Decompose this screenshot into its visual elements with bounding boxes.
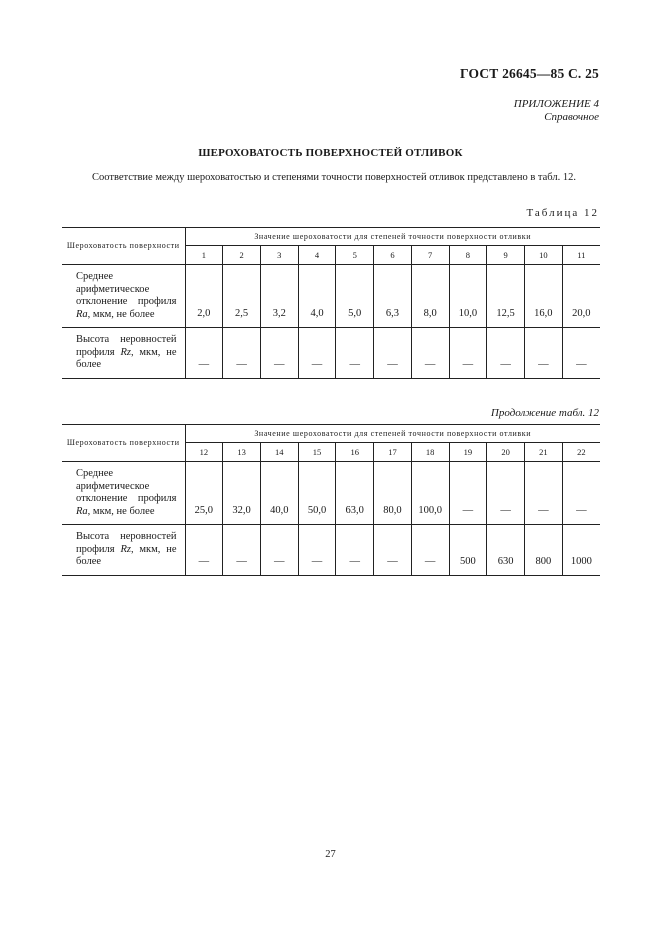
grade-header: 6 [374, 246, 412, 265]
grade-header: 4 [298, 246, 336, 265]
appendix-block [514, 98, 599, 124]
table-cell: — [411, 328, 449, 379]
table-cell: — [562, 328, 600, 379]
span-header: Значение шероховатости для степеней точности поверхности отливки [185, 228, 600, 246]
row-header: Шероховатость поверхности [62, 425, 185, 462]
table-cell: — [449, 328, 487, 379]
table-cell: 40,0 [260, 462, 298, 525]
table-cell: 500 [449, 525, 487, 576]
table-cell: — [260, 525, 298, 576]
table-cell: 25,0 [185, 462, 223, 525]
table-cell: — [374, 328, 412, 379]
table-cell: 100,0 [411, 462, 449, 525]
grade-header: 2 [223, 246, 261, 265]
grade-header: 5 [336, 246, 374, 265]
table-row [62, 265, 600, 328]
table-cell: — [298, 525, 336, 576]
table-cell: 10,0 [449, 265, 487, 328]
grade-header: 20 [487, 443, 525, 462]
table-row [62, 328, 600, 379]
span-header: Значение шероховатости для степеней точности поверхности отливки [185, 425, 600, 443]
table-cell: — [260, 328, 298, 379]
table-cell: 3,2 [260, 265, 298, 328]
roughness-table-continued [62, 424, 600, 576]
table-cell: — [336, 328, 374, 379]
table-cell: 2,5 [223, 265, 261, 328]
table-cell: — [223, 328, 261, 379]
table-cell: 4,0 [298, 265, 336, 328]
table-row [62, 462, 600, 525]
grade-header: 7 [411, 246, 449, 265]
grade-header: 11 [562, 246, 600, 265]
table-cell: — [487, 328, 525, 379]
table-cell: — [223, 525, 261, 576]
table-cell: — [298, 328, 336, 379]
table-cell: 2,0 [185, 265, 223, 328]
grade-header: 16 [336, 443, 374, 462]
table-cell: — [185, 525, 223, 576]
section-title: ШЕРОХОВАТОСТЬ ПОВЕРХНОСТЕЙ ОТЛИВОК [198, 147, 463, 159]
table-cell: 50,0 [298, 462, 336, 525]
row-label: Среднее арифметическое отклонение профиля Ra, мкм, не более [62, 462, 185, 525]
grade-header: 21 [524, 443, 562, 462]
table-cell: 630 [487, 525, 525, 576]
continuation-label: Продолжение табл. 12 [490, 407, 599, 419]
table-cell: 1000 [562, 525, 600, 576]
table-cell: 5,0 [336, 265, 374, 328]
page-number: 27 [325, 849, 336, 860]
grade-header: 19 [449, 443, 487, 462]
table-cell: — [487, 462, 525, 525]
grade-header: 3 [260, 246, 298, 265]
grade-header: 8 [449, 246, 487, 265]
grade-header: 12 [185, 443, 223, 462]
grade-header: 14 [260, 443, 298, 462]
grade-header: 13 [223, 443, 261, 462]
grade-header: 9 [487, 246, 525, 265]
table-cell: 6,3 [374, 265, 412, 328]
grade-header: 15 [298, 443, 336, 462]
row-label: Высота неровностей профиля Rz, мкм, не более [62, 525, 185, 576]
row-label: Высота неровностей профиля Rz, мкм, не более [62, 328, 185, 379]
intro-paragraph: Соответствие между шероховатостью и степенями точности поверхностей отливок представлено в табл. 12. [92, 172, 576, 183]
table-cell: — [336, 525, 374, 576]
table-cell: 32,0 [223, 462, 261, 525]
table-cell: — [562, 462, 600, 525]
table-cell: 80,0 [374, 462, 412, 525]
table-cell: 8,0 [411, 265, 449, 328]
grade-header: 18 [411, 443, 449, 462]
table-cell: 800 [524, 525, 562, 576]
grade-header: 1 [185, 246, 223, 265]
table-cell: — [411, 525, 449, 576]
grade-header: 10 [524, 246, 562, 265]
appendix-title: ПРИЛОЖЕНИЕ 4 [513, 98, 599, 110]
row-label: Среднее арифметическое отклонение профиля Ra, мкм, не более [62, 265, 185, 328]
table-cell: — [524, 328, 562, 379]
table-cell: 20,0 [562, 265, 600, 328]
table-cell: — [185, 328, 223, 379]
grade-header: 22 [562, 443, 600, 462]
table-row [62, 525, 600, 576]
row-header: Шероховатость поверхности [62, 228, 185, 265]
table-label: Таблица 12 [526, 207, 599, 219]
appendix-subtitle: Справочное [544, 111, 599, 123]
table-cell: 16,0 [524, 265, 562, 328]
table-cell: 63,0 [336, 462, 374, 525]
table-cell: — [524, 462, 562, 525]
document-header: ГОСТ 26645—85 С. 25 [460, 66, 599, 81]
roughness-table [62, 227, 600, 379]
grade-header: 17 [374, 443, 412, 462]
table-cell: — [374, 525, 412, 576]
table-cell: 12,5 [487, 265, 525, 328]
table-cell: — [449, 462, 487, 525]
